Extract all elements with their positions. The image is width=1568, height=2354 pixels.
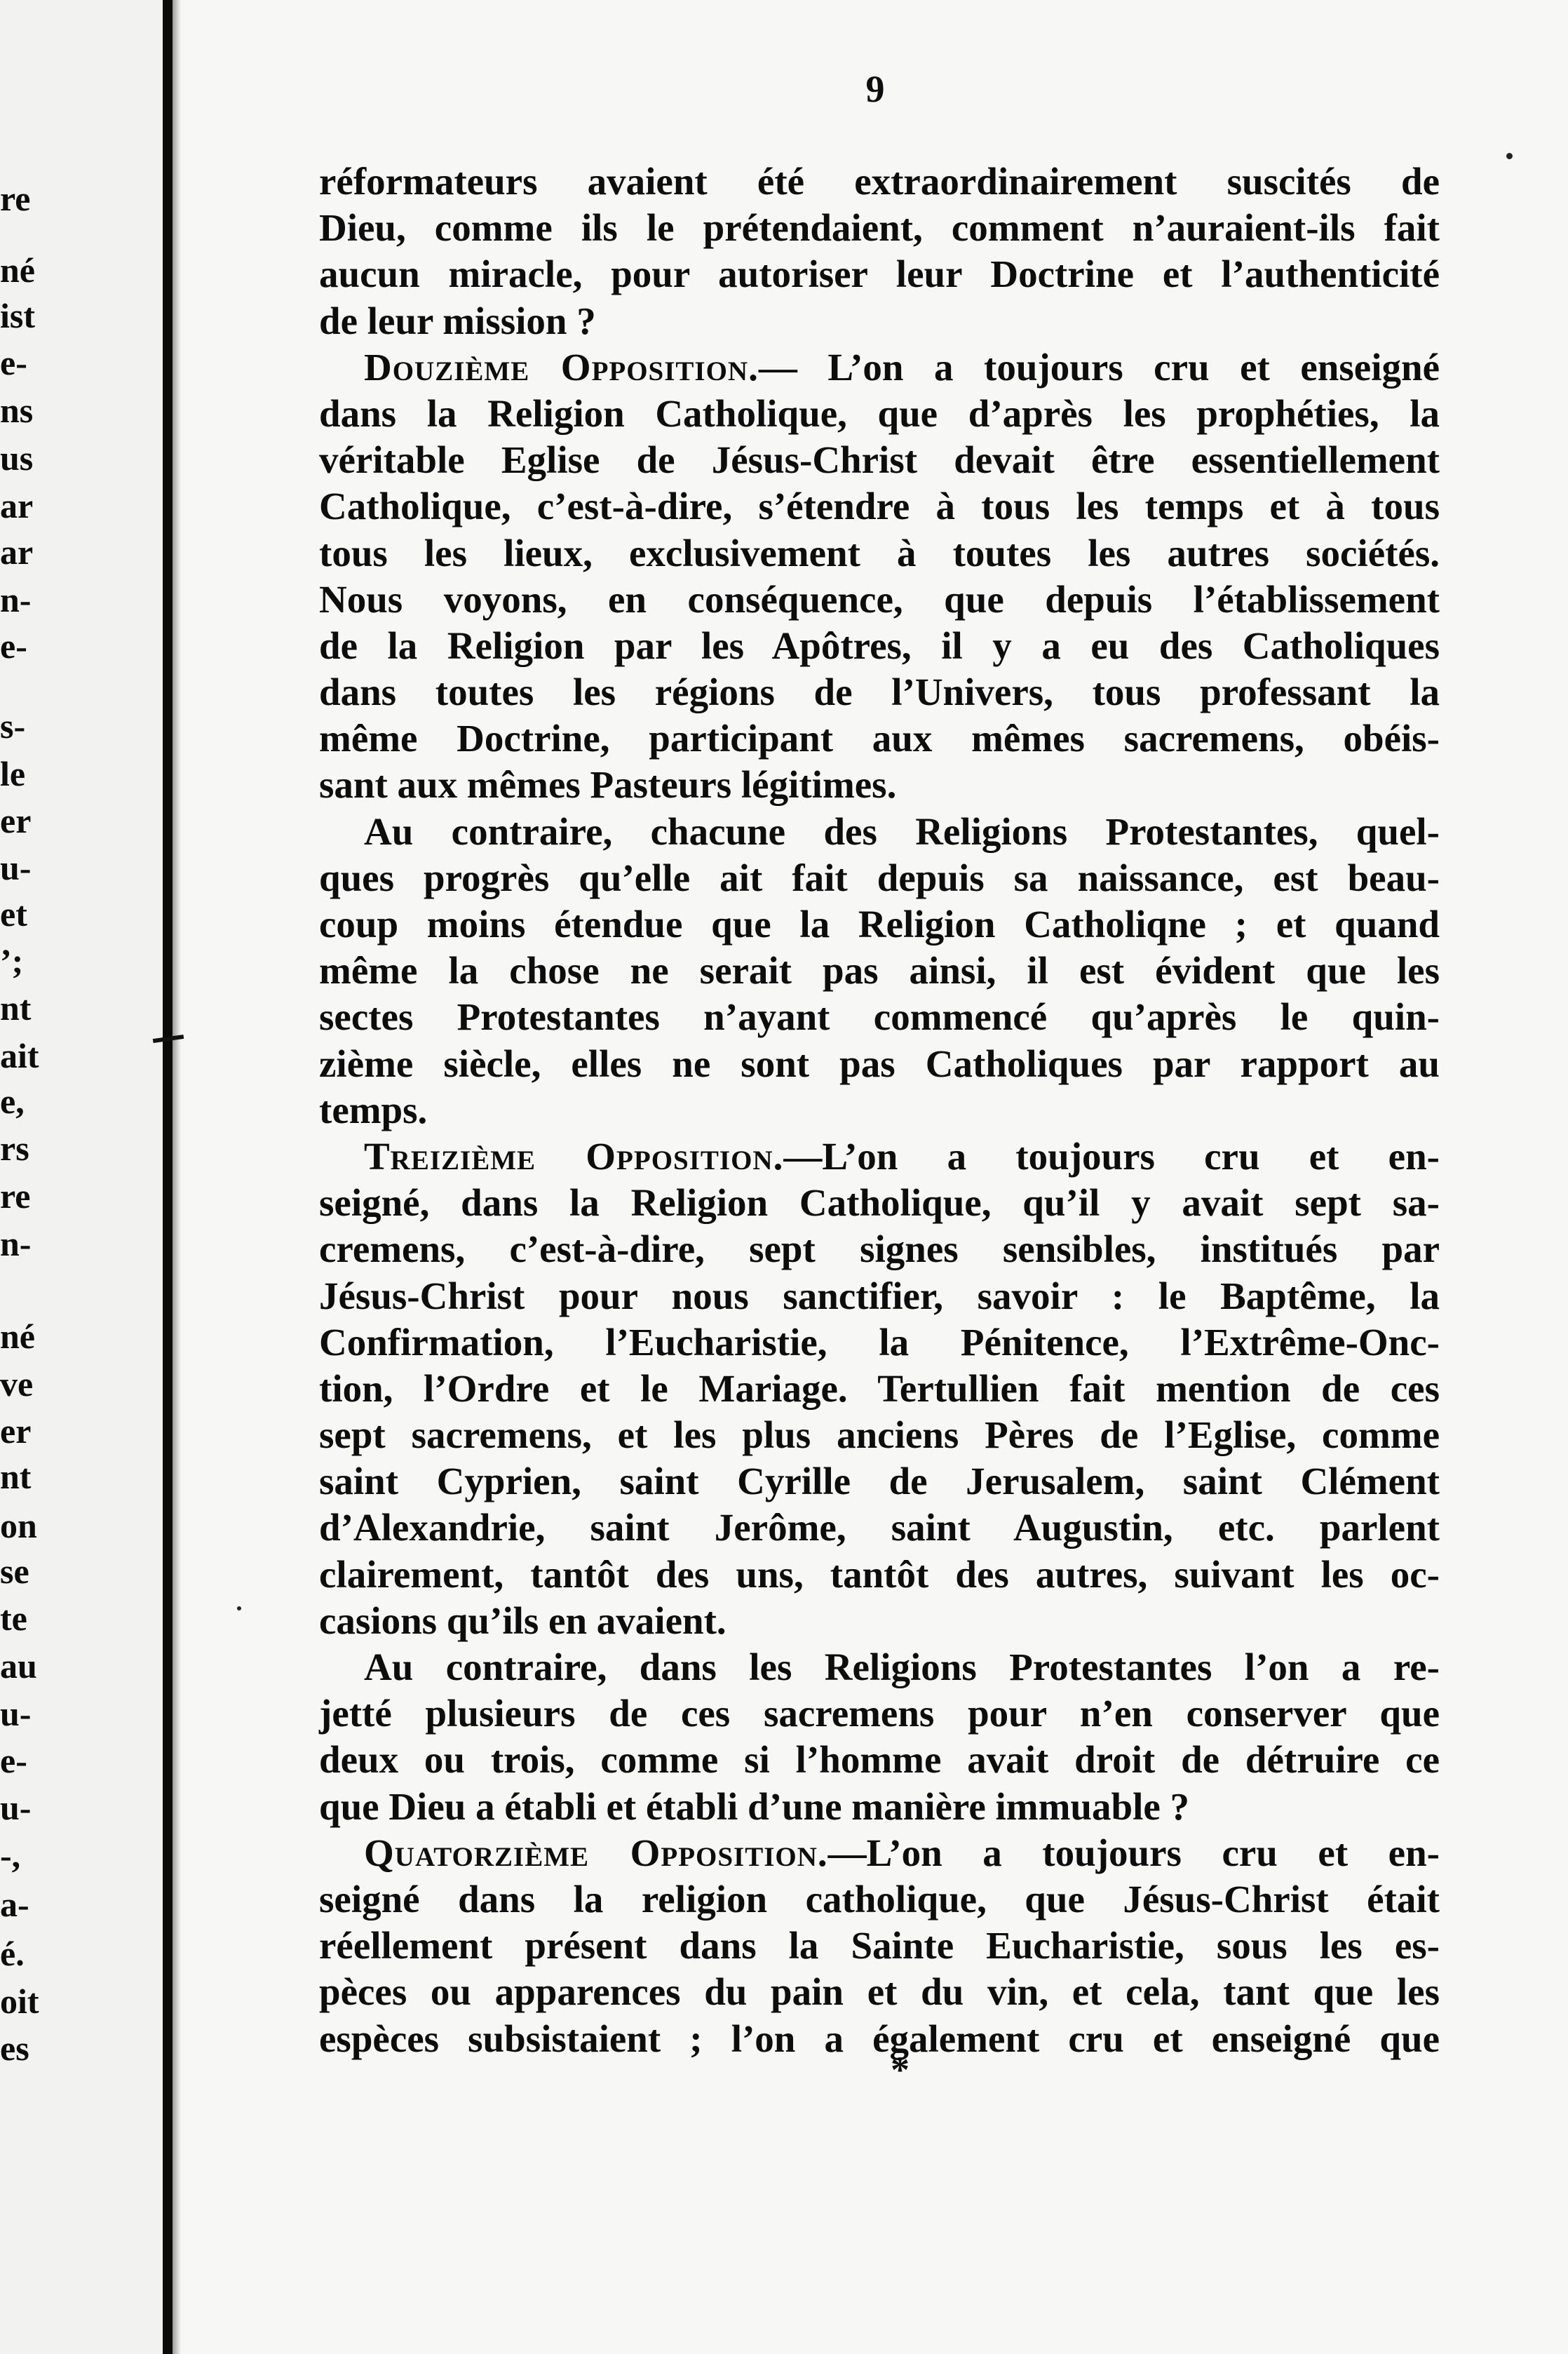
text-line [319,1784,1440,1830]
line-text: aucun miracle, pour autoriser leur Doctrine et l’authenticité [319,253,1440,296]
text-line [319,855,1440,901]
text-line [319,1366,1440,1412]
line-text: Confirmation, l’Eucharistie, la Pénitence, l’Extrême-Onc- [319,1320,1440,1364]
line-text: temps. [319,1088,428,1131]
facing-page-fragment: s- [0,706,26,746]
ink-speck [1506,153,1513,159]
line-text: Dieu, comme ils le prétendaient, comment n’auraient-ils fait [319,206,1440,250]
text-line [319,762,1440,808]
facing-page-fragment: on [0,1506,37,1545]
facing-page-fragment: u- [0,1694,32,1733]
facing-page-fragment: e- [0,343,27,382]
line-text: Au contraire, chacune des Religions Protestantes, quel- [364,809,1440,853]
text-line [319,1737,1440,1783]
facing-page-fragment: ns [0,391,34,430]
line-text: Catholique, c’est-à-dire, s’étendre à tous les temps et à tous [319,485,1440,528]
line-text: espèces subsistaient ; l’on a également cru et enseigné que [319,2017,1440,2060]
line-text: coup moins étendue que la Religion Catholiqne ; et quand [319,903,1440,946]
facing-page-fragment: et [0,894,27,934]
section-heading: Quatorzième Opposition. [364,1831,828,1874]
facing-page-fragment: er [0,1411,32,1451]
facing-page-fragment: re [0,179,31,218]
text-line [319,344,1440,391]
line-text: sept sacremens, et les plus anciens Pères de l’Eglise, comme [319,1413,1440,1457]
line-text: d’Alexandrie, saint Jerôme, saint Augustin, etc. parlent [319,1506,1440,1549]
line-text: ques progrès qu’elle ait fait depuis sa naissance, est beau- [319,856,1440,899]
text-line [319,901,1440,948]
line-text: sant aux mêmes Pasteurs légitimes. [319,763,897,807]
line-text: pèces ou apparences du pain et du vin, et cela, tant que les [319,1970,1440,2014]
facing-page-fragment: ait [0,1036,39,1075]
facing-page-fragment: a- [0,1885,29,1924]
text-line [319,948,1440,994]
text-line [319,1876,1440,1923]
text-line [319,1923,1440,1969]
line-text: Jésus-Christ pour nous sanctifier, savoir : le Baptême, la [319,1274,1440,1317]
signature-mark: * [891,2049,910,2091]
line-text: réellement présent dans la Sainte Eucharistie, sous les es- [319,1924,1440,1968]
text-line [319,1552,1440,1598]
line-text: — L’on a toujours cru et enseigné [758,345,1440,389]
text-line [319,1598,1440,1644]
line-text: que Dieu a établi et établi d’une manière immuable ? [319,1784,1190,1828]
facing-page-fragment: er [0,801,32,840]
ink-speck [237,1606,241,1610]
section-heading: Treizième Opposition. [364,1134,784,1178]
facing-page-fragment: ar [0,532,34,572]
text-line [319,577,1440,623]
text-line [319,669,1440,715]
text-line [319,1226,1440,1272]
text-line [319,1690,1440,1737]
facing-page-fragment: nt [0,988,32,1028]
text-line [319,1830,1440,1876]
text-line [319,1319,1440,1366]
text-line [319,1505,1440,1551]
line-text: réformateurs avaient été extraordinairement suscités de [319,160,1440,203]
line-text: cremens, c’est-à-dire, sept signes sensibles, institués par [319,1228,1440,1271]
line-text: dans toutes les régions de l’Univers, tous professant la [319,671,1440,714]
facing-page-fragment: le [0,754,26,793]
line-text: Au contraire, dans les Religions Protestantes l’on a re- [364,1646,1440,1688]
text-line [319,1180,1440,1226]
facing-page-fragment: e, [0,1082,25,1121]
facing-page-fragment: u- [0,1788,32,1827]
facing-page-fragment: te [0,1599,27,1638]
text-line [319,1134,1440,1180]
line-text: zième siècle, elles ne sont pas Catholiques par rapport au [319,1042,1440,1085]
line-text: clairement, tantôt des uns, tantôt des autres, suivant les oc- [319,1552,1440,1596]
facing-page-fragment: u- [0,848,32,887]
text-line [319,715,1440,762]
line-text: dans la Religion Catholique, que d’après les prophéties, la [319,391,1440,435]
text-line [319,2016,1440,2062]
facing-page-fragment: ve [0,1364,34,1404]
facing-page-fragment: e- [0,1741,27,1780]
text-line [319,1273,1440,1319]
line-text: saint Cyprien, saint Cyrille de Jerusalem, saint Clément [319,1460,1440,1503]
line-text: tous les lieux, exclusivement à toutes les autres sociétés. [319,531,1440,574]
text-line [319,1644,1440,1690]
line-text: tion, l’Ordre et le Mariage. Tertullien fait mention de ces [319,1366,1440,1410]
facing-page-fragment: rs [0,1129,29,1168]
facing-page-fragment: nt [0,1457,32,1496]
facing-page-fragment: re [0,1176,31,1216]
text-line [319,1041,1440,1087]
text-line [319,1087,1440,1134]
facing-page-fragment: ar [0,486,34,525]
facing-page-fragment: é. [0,1934,25,1973]
text-line [319,623,1440,669]
facing-page-fragment: ist [0,296,35,335]
text-line [319,251,1440,297]
facing-page-fragment: e- [0,626,27,666]
line-text: —L’on a toujours cru et en- [827,1831,1440,1874]
text-line [319,205,1440,251]
line-text: casions qu’ils en avaient. [319,1599,726,1642]
text-line [319,994,1440,1040]
text-line [319,530,1440,577]
body-text [319,159,1440,2062]
text-line [319,809,1440,855]
line-text: même Doctrine, participant aux mêmes sacremens, obéis- [319,717,1440,760]
line-text: même la chose ne serait pas ainsi, il est évident que les [319,949,1440,993]
line-text: sectes Protestantes n’ayant commencé qu’après le quin- [319,995,1440,1039]
line-text: de leur mission ? [319,299,596,342]
page-number: 9 [865,68,885,110]
facing-page-fragment: au [0,1646,37,1686]
text-line [319,391,1440,437]
line-text: seigné dans la religion catholique, que Jésus-Christ était [319,1877,1440,1921]
facing-page-edge [0,0,163,2354]
text-line [319,1969,1440,2015]
facing-page-fragment: ’; [0,941,24,981]
line-text: —L’on a toujours cru et en- [783,1134,1440,1178]
line-text: jetté plusieurs de ces sacremens pour n’en conserver que [319,1692,1440,1735]
line-text: seigné, dans la Religion Catholique, qu’il y avait sept sa- [319,1181,1440,1225]
facing-page-fragment: us [0,438,34,478]
text-line [319,483,1440,530]
text-line [319,159,1440,205]
book-spine [163,0,173,2354]
facing-page-fragment: es [0,2029,29,2068]
facing-page-fragment: né [0,1317,35,1356]
facing-page-fragment: -, [0,1836,21,1875]
facing-page-fragment: se [0,1552,29,1591]
text-line [319,1458,1440,1505]
facing-page-fragment: oit [0,1982,39,2021]
section-heading: Douzième Opposition. [364,345,759,389]
facing-page-fragment: n- [0,1224,32,1263]
text-line [319,1412,1440,1458]
facing-page-fragment: n- [0,580,32,619]
spine-shadow [173,0,181,2354]
text-line [319,437,1440,483]
text-line [319,298,1440,344]
line-text: deux ou trois, comme si l’homme avait droit de détruire ce [319,1738,1440,1782]
line-text: de la Religion par les Apôtres, il y a eu des Catholiques [319,624,1440,667]
line-text: Nous voyons, en conséquence, que depuis l’établissement [319,577,1440,621]
facing-page-fragment: né [0,250,35,290]
line-text: véritable Eglise de Jésus-Christ devait être essentiellement [319,438,1440,482]
